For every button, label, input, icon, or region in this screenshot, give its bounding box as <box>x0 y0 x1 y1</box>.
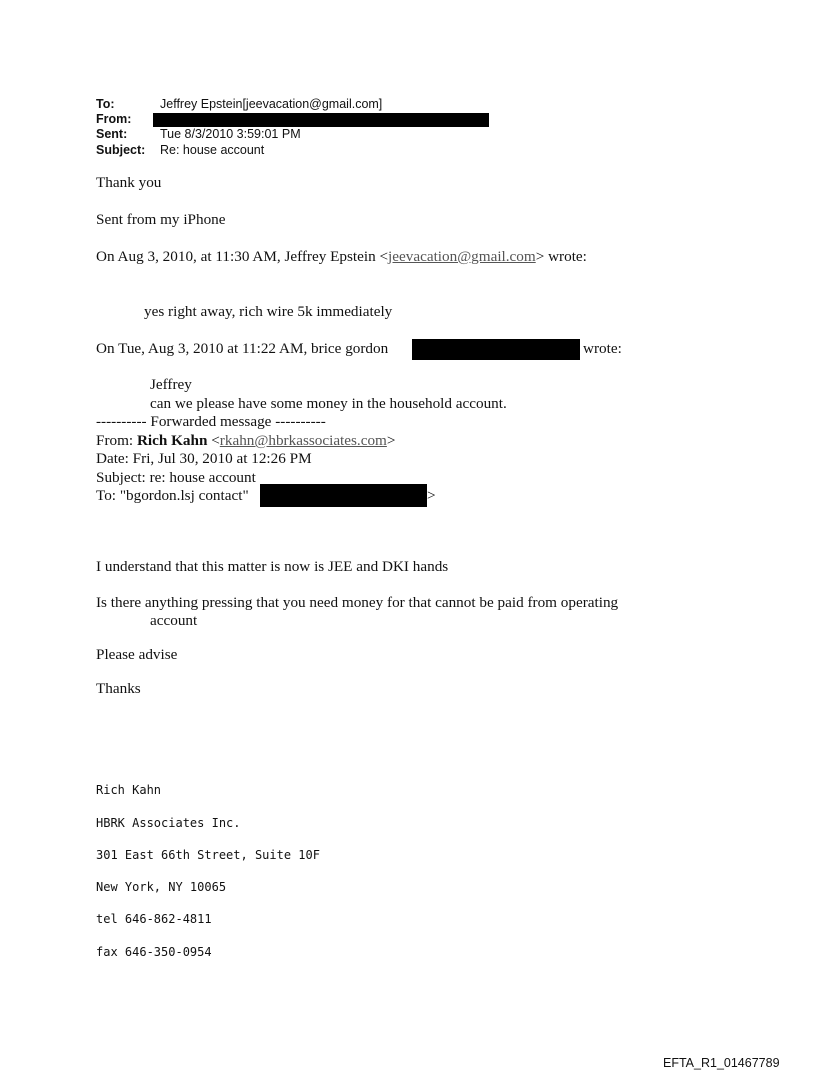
paragraph-1: I understand that this matter is now is JEE and DKI hands <box>96 558 449 575</box>
from-redaction-bar <box>153 113 489 127</box>
document-id: EFTA_R1_01467789 <box>663 1056 780 1070</box>
paragraph-3: Please advise <box>96 646 178 663</box>
fwd-from-lt: < <box>207 432 220 449</box>
salutation: Jeffrey <box>150 376 192 393</box>
to-label: To: <box>96 97 115 111</box>
quote1-prefix: On Aug 3, 2010, at 11:30 AM, Jeffrey Epstein < <box>96 248 389 265</box>
to-value: Jeffrey Epstein[jeevacation@gmail.com] <box>160 97 383 111</box>
request-line: can we please have some money in the household account. <box>150 395 507 412</box>
forward-to-prefix: To: "bgordon.lsj contact" <box>96 487 249 504</box>
forward-subject-line: Subject: re: house account <box>96 469 256 486</box>
from-label: From: <box>96 112 132 126</box>
reply-line: yes right away, rich wire 5k immediately <box>144 303 393 320</box>
sent-from-line: Sent from my iPhone <box>96 211 226 228</box>
signature-city: New York, NY 10065 <box>96 880 227 894</box>
fwd-from-gt: > <box>386 432 396 449</box>
fwd-from-label: From: <box>96 432 137 449</box>
forward-date-line: Date: Fri, Jul 30, 2010 at 12:26 PM <box>96 450 312 467</box>
quote1-suffix: > wrote: <box>535 248 587 265</box>
paragraph-2-line-1: Is there anything pressing that you need money for that cannot be paid from operating <box>96 594 619 611</box>
forward-to-suffix: > <box>427 487 436 504</box>
signature-fax: fax 646-350-0954 <box>96 945 212 959</box>
signature-company: HBRK Associates Inc. <box>96 816 241 830</box>
quote2-prefix: On Tue, Aug 3, 2010 at 11:22 AM, brice gordon <box>96 340 389 357</box>
thank-you-line: Thank you <box>96 174 162 191</box>
forward-from-line <box>96 432 395 450</box>
quote-header-1 <box>96 248 587 266</box>
subject-value: Re: house account <box>160 143 265 157</box>
sent-value: Tue 8/3/2010 3:59:01 PM <box>160 127 301 141</box>
quote2-redaction-bar <box>412 339 580 360</box>
subject-label: Subject: <box>96 143 146 157</box>
paragraph-2-line-2: account <box>150 612 198 629</box>
fwd-from-name: Rich Kahn <box>136 432 208 449</box>
sent-label: Sent: <box>96 127 128 141</box>
forward-divider: ---------- Forwarded message ---------- <box>96 413 326 430</box>
quote1-email-link[interactable]: jeevacation@gmail.com <box>388 248 536 265</box>
signature-address: 301 East 66th Street, Suite 10F <box>96 848 320 862</box>
forward-to-redaction-bar <box>260 484 427 507</box>
quote2-suffix: wrote: <box>583 340 622 357</box>
paragraph-4: Thanks <box>96 680 141 697</box>
signature-tel: tel 646-862-4811 <box>96 912 212 926</box>
signature-name: Rich Kahn <box>96 783 162 797</box>
fwd-from-email-link[interactable]: rkahn@hbrkassociates.com <box>219 432 387 449</box>
